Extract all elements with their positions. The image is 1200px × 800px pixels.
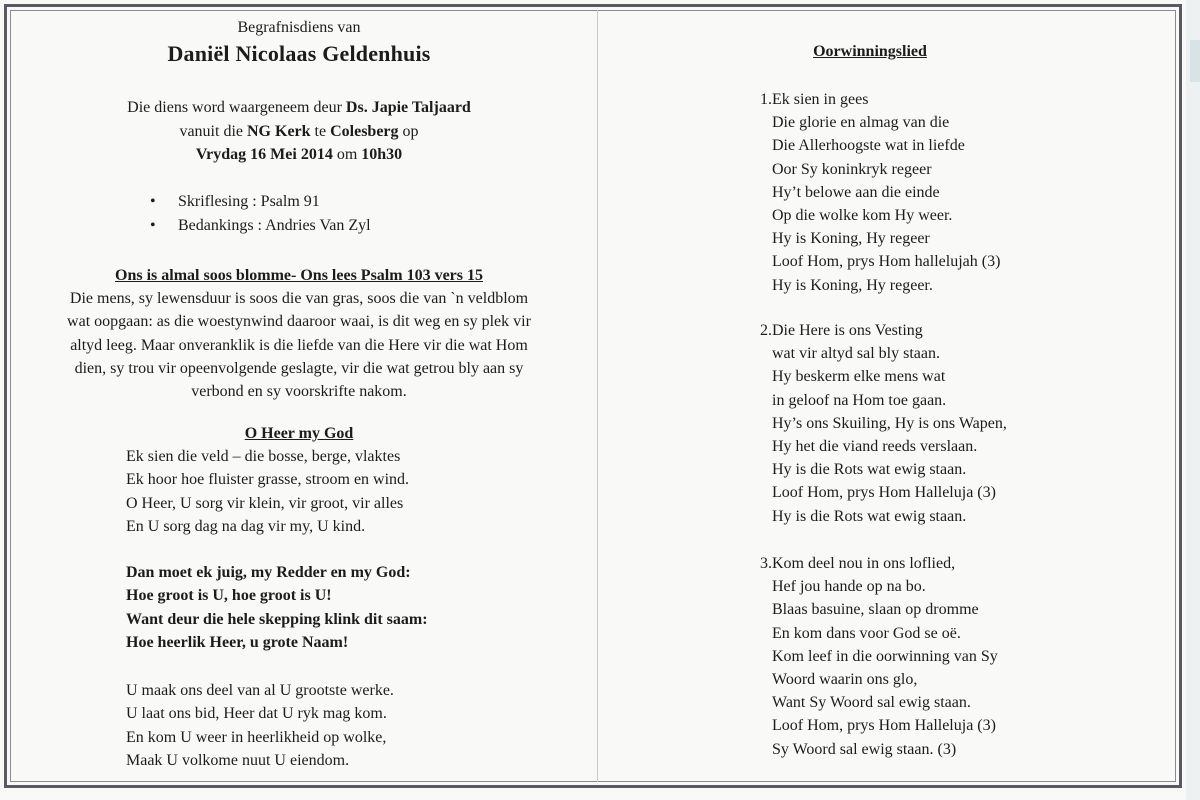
datetime-mid: om [332, 146, 362, 163]
chorus-line: Hoe groot is U, hoe groot is U! [126, 587, 332, 605]
stanza-line: Hy’t belowe aan die einde [772, 183, 940, 201]
stanza-line: Hy het die viand reeds verslaan. [772, 437, 978, 455]
psalm-text [14, 287, 584, 403]
song-stanza-1 [760, 88, 1160, 297]
stanza-line: Loof Hom, prys Hom Halleluja (3) [772, 717, 996, 735]
stanza-line: Die glorie en almag van die [772, 114, 950, 132]
location-suffix: op [398, 122, 419, 140]
service-line-location [14, 120, 584, 144]
stanza-line: Hef jou hande op na bo. [772, 578, 926, 596]
stanza-line: Blaas basuine, slaan op dromme [772, 601, 979, 619]
center-fold-line [597, 10, 598, 782]
location-prefix: vanuit die [179, 122, 247, 140]
program-bullet-list [150, 190, 570, 238]
stanza-line: Oor Sy koninkryk regeer [772, 160, 932, 178]
church-name: NG Kerk [247, 122, 311, 140]
stanza-line: wat vir altyd sal bly staan. [772, 345, 940, 363]
location-mid: te [310, 122, 331, 140]
hymn-line: En U sorg dag na dag vir my, U kind. [126, 518, 366, 536]
stanza-line: Hy’s ons Skuiling, Hy is ons Wapen, [772, 414, 1007, 432]
stanza-line: Die Allerhoogste wat in liefde [772, 137, 965, 155]
stanza-line: Op die wolke kom Hy weer. [772, 206, 953, 224]
stanza-line: Hy is die Rots wat ewig staan. [772, 507, 967, 525]
stanza-line: Loof Hom, prys Hom Halleluja (3) [772, 484, 996, 502]
hymn-title: O Heer my God [244, 425, 354, 442]
stanza-line: En kom dans voor God se oë. [772, 624, 961, 642]
stanza-line: 1.Ek sien in gees [760, 91, 869, 108]
scan-right-edge [1186, 0, 1200, 800]
song-stanza-3 [760, 552, 1160, 761]
stanza-line: Hy is die Rots wat ewig staan. [772, 461, 967, 479]
psalm-line: dien, sy trou vir opeenvolgende geslagte, vir die wat getrou bly aan sy [74, 359, 524, 377]
chorus-line: Dan moet ek juig, my Redder en my God: [126, 564, 411, 581]
stanza-line: Loof Hom, prys Hom hallelujah (3) [772, 253, 1001, 271]
stanza-line: Sy Woord sal ewig staan. (3) [772, 740, 957, 758]
stanza-line: in geloof na Hom toe gaan. [772, 391, 947, 409]
deceased-name: Daniël Nicolaas Geldenhuis [167, 41, 431, 66]
left-page [14, 14, 584, 774]
stanza-line: Want Sy Woord sal ewig staan. [772, 694, 971, 712]
minister-name: Ds. Japie Taljaard [345, 99, 471, 116]
psalm-heading: Ons is almal soos blomme- Ons lees Psalm 103 vers 15 [115, 267, 483, 284]
service-details [14, 96, 584, 167]
chorus-line: Want deur die hele skepping klink dit saam: [126, 610, 428, 628]
service-heading: Begrafnisdiens van [237, 19, 361, 36]
bullet-thanks: • Bedankings : Andries Van Zyl [150, 214, 570, 238]
officiant-prefix: Die diens word waargeneem deur [127, 99, 346, 116]
psalm-line: wat oopgaan: as die woestynwind daaroor waai, is dit weg en sy plek vir [67, 313, 531, 331]
hymn-verse-2 [126, 679, 566, 773]
stanza-line: Hy is Koning, Hy regeer. [772, 276, 933, 294]
hymn-line: En kom U weer in heerlikheid op wolke, [126, 728, 387, 746]
song-stanza-2 [760, 319, 1160, 528]
hymn-line: Ek sien die veld – die bosse, berge, vlaktes [126, 448, 401, 465]
service-date: Vrydag 16 Mei 2014 [195, 146, 333, 163]
town-name: Colesberg [330, 122, 399, 140]
hymn-line: Maak U volkome nuut U eiendom. [126, 752, 350, 770]
stanza-line: Kom leef in die oorwinning van Sy [772, 647, 998, 665]
hymn-chorus [126, 561, 566, 655]
hymn-line: U maak ons deel van al U grootste werke. [126, 682, 394, 699]
stanza-line: 2.Die Here is ons Vesting [760, 322, 923, 339]
hymn-line: U laat ons bid, Heer dat U ryk mag kom. [126, 705, 387, 723]
hymn-verse-1 [126, 445, 566, 539]
right-page [610, 14, 1180, 774]
psalm-line: verbond en sy voorskrifte nakom. [191, 383, 407, 401]
stanza-line: 3.Kom deel nou in ons loflied, [760, 555, 956, 572]
bullet-scripture-reading: • Skriflesing : Psalm 91 [150, 190, 570, 214]
service-line-officiant [14, 96, 584, 120]
song-title: Oorwinningslied [813, 43, 927, 60]
hymn-line: Ek hoor hoe fluister grasse, stroom en wind. [126, 471, 410, 489]
psalm-line: altyd leeg. Maar onveranklik is die liefde van die Here vir die wat Hom [70, 336, 528, 354]
service-time: 10h30 [361, 146, 403, 163]
stanza-line: Hy is Koning, Hy regeer [772, 230, 930, 248]
chorus-line: Hoe heerlik Heer, u grote Naam! [126, 634, 349, 652]
service-line-datetime [14, 143, 584, 167]
stanza-line: Hy beskerm elke mens wat [772, 368, 946, 386]
scan-edge-tab [1190, 40, 1200, 82]
psalm-line: Die mens, sy lewensduur is soos die van gras, soos die van `n veldblom [69, 290, 529, 307]
hymn-line: O Heer, U sorg vir klein, vir groot, vir alles [126, 494, 404, 512]
stanza-line: Woord waarin ons glo, [772, 670, 918, 688]
